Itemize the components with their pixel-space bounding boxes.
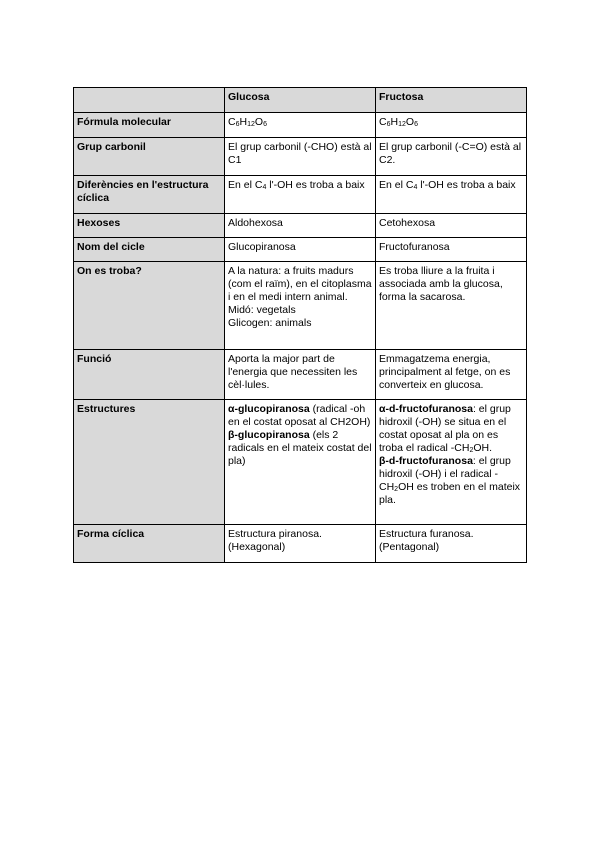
table-row: [74, 138, 527, 176]
cell-fructosa-hexoses: Cetohexosa: [376, 214, 527, 238]
beta-glucopiranosa-desc: (els 2 radicals en el mateix costat del pla): [228, 429, 372, 467]
cell-glucosa-cicle: Glucopiranosa: [225, 238, 376, 262]
cell-glucosa-carbonil: El grup carbonil (-CHO) està al C1: [225, 138, 376, 176]
row-label: Hexoses: [74, 214, 225, 238]
cell-glucosa-forma: Estructura piranosa. (Hexagonal): [225, 525, 376, 563]
cell-fructosa-carbonil: El grup carbonil (-C=O) està al C2.: [376, 138, 527, 176]
cell-fructosa-cicle: Fructofuranosa: [376, 238, 527, 262]
text-line: Glicogen: animals: [228, 317, 312, 329]
header-fructosa: Fructosa: [376, 88, 527, 113]
row-label: Diferències en l'estructura cíclica: [74, 176, 225, 214]
alpha-fructofuranosa-desc: : el grup hidroxil (-OH) se situa en el costat oposat al pla on es troba el radical $-CH_2OH$.: [379, 403, 511, 454]
row-label: Funció: [74, 350, 225, 400]
text-line: Midó: vegetals: [228, 304, 296, 316]
cell-glucosa-funcio: Aporta la major part de l'energia que necessiten les cèl·lules.: [225, 350, 376, 400]
alpha-glucopiranosa-desc: (radical -oh en el costat oposat al CH2OH): [228, 403, 371, 428]
cell-glucosa-hexoses: Aldohexosa: [225, 214, 376, 238]
comparison-table: [73, 87, 527, 563]
table-row: [74, 214, 527, 238]
cell-fructosa-forma: Estructura furanosa. (Pentagonal): [376, 525, 527, 563]
alpha-fructofuranosa-term: α-d-fructofuranosa: [379, 403, 473, 415]
cell-fructosa-formula: $C_6H_{12}O_6$: [376, 113, 527, 138]
beta-fructofuranosa-desc: : el grup hidroxil (-OH) i el radical $-CH_2OH$ es troben en el mateix pla.: [379, 455, 521, 506]
row-label: On es troba?: [74, 262, 225, 350]
cell-glucosa-estructures: [225, 400, 376, 525]
cell-glucosa-formula: $C_6H_{12}O_6$: [225, 113, 376, 138]
cell-fructosa-on-es-troba: Es troba lliure a la fruita i associada amb la glucosa, forma la sacarosa.: [376, 262, 527, 350]
header-glucosa: Glucosa: [225, 88, 376, 113]
cell-glucosa-diferencies: En el $C_4$ l'-OH es troba a baix: [225, 176, 376, 214]
table-row: [74, 113, 527, 138]
beta-fructofuranosa-term: β-d-fructofuranosa: [379, 455, 473, 467]
table-row: [74, 238, 527, 262]
table-header-row: [74, 88, 527, 113]
cell-glucosa-on-es-troba: [225, 262, 376, 350]
table-row: [74, 400, 527, 525]
text-line: A la natura: a fruits madurs (com el raïm), en el citoplasma i en el medi intern animal.: [228, 265, 372, 303]
cell-fructosa-funcio: Emmagatzema energia, principalment al fetge, on es converteix en glucosa.: [376, 350, 527, 400]
table-row: [74, 525, 527, 563]
table-row: [74, 350, 527, 400]
table-row: [74, 262, 527, 350]
row-label: Grup carbonil: [74, 138, 225, 176]
row-label: Fórmula molecular: [74, 113, 225, 138]
cell-fructosa-diferencies: En el $C_4$ l'-OH es troba a baix: [376, 176, 527, 214]
cell-fructosa-estructures: [376, 400, 527, 525]
row-label: Nom del cicle: [74, 238, 225, 262]
table-row: [74, 176, 527, 214]
row-label: Forma cíclica: [74, 525, 225, 563]
beta-glucopiranosa-term: β-glucopiranosa: [228, 429, 310, 441]
row-label: Estructures: [74, 400, 225, 525]
alpha-glucopiranosa-term: α-glucopiranosa: [228, 403, 310, 415]
header-empty-cell: [74, 88, 225, 113]
